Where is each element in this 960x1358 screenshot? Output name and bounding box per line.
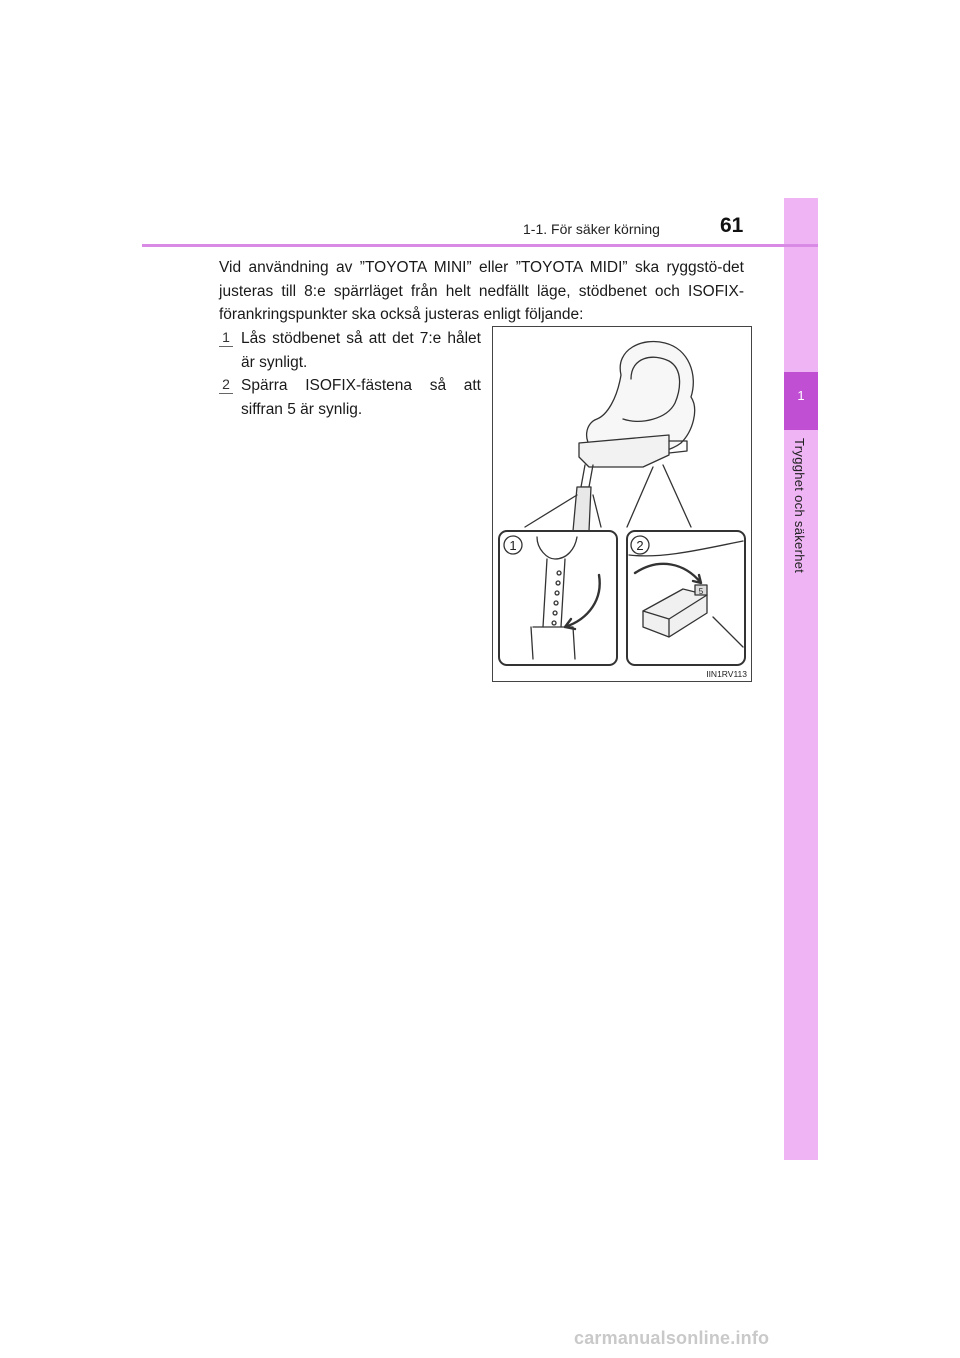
callout-number-1: 1 — [509, 538, 517, 553]
step-number-2: 2 — [219, 376, 233, 393]
detail-leg-top — [537, 537, 577, 559]
chapter-side-tab — [784, 198, 818, 1160]
callout-number-2: 2 — [636, 538, 644, 553]
leader-line-3 — [627, 467, 653, 527]
header-rule — [142, 244, 818, 247]
detail-leg-holes — [552, 571, 561, 625]
section-title: 1-1. För säker körning — [523, 221, 660, 237]
step-text-2: Spärra ISOFIX-fästena så att siffran 5 är synlig. — [241, 377, 481, 418]
support-leg — [581, 465, 593, 487]
page-number: 61 — [720, 214, 744, 237]
step-1 — [219, 327, 481, 374]
detail-frame-1 — [499, 531, 617, 665]
detail-floor-line — [713, 617, 743, 647]
child-seat-illustration — [492, 326, 752, 682]
detail-leg-tube — [543, 559, 565, 627]
isofix-anchor — [643, 589, 707, 637]
detail-leg-foot — [531, 627, 575, 659]
chapter-number: 1 — [797, 388, 805, 403]
detail-arrow-1 — [565, 575, 600, 629]
illustration-drawing — [493, 327, 751, 681]
leader-line-2 — [593, 495, 601, 527]
step-text-1: Lås stödbenet så att det 7:e hålet är synligt. — [241, 330, 481, 371]
step-number-1: 1 — [219, 329, 233, 346]
leader-line-4 — [663, 465, 691, 527]
leader-line-1 — [525, 495, 577, 527]
chapter-title: Trygghet och säkerhet — [792, 438, 807, 574]
watermark: carmanualsonline.info — [574, 1328, 770, 1348]
support-leg-foot — [573, 487, 591, 531]
detail-seat-edge — [629, 541, 743, 556]
isofix-indicator-label: 5 — [698, 587, 704, 596]
intro-paragraph: Vid användning av ”TOYOTA MINI” eller ”TOYOTA MIDI” ska ryggstö-det justeras till 8:e spärrläget från helt nedfällt läge, stödbenet och ISOFIX-förankringspunkter ska också justeras enligt följande: — [219, 259, 744, 323]
step-2 — [219, 374, 481, 421]
detail-arrow-2 — [635, 564, 701, 583]
figure-code: IIN1RV113 — [706, 669, 747, 679]
